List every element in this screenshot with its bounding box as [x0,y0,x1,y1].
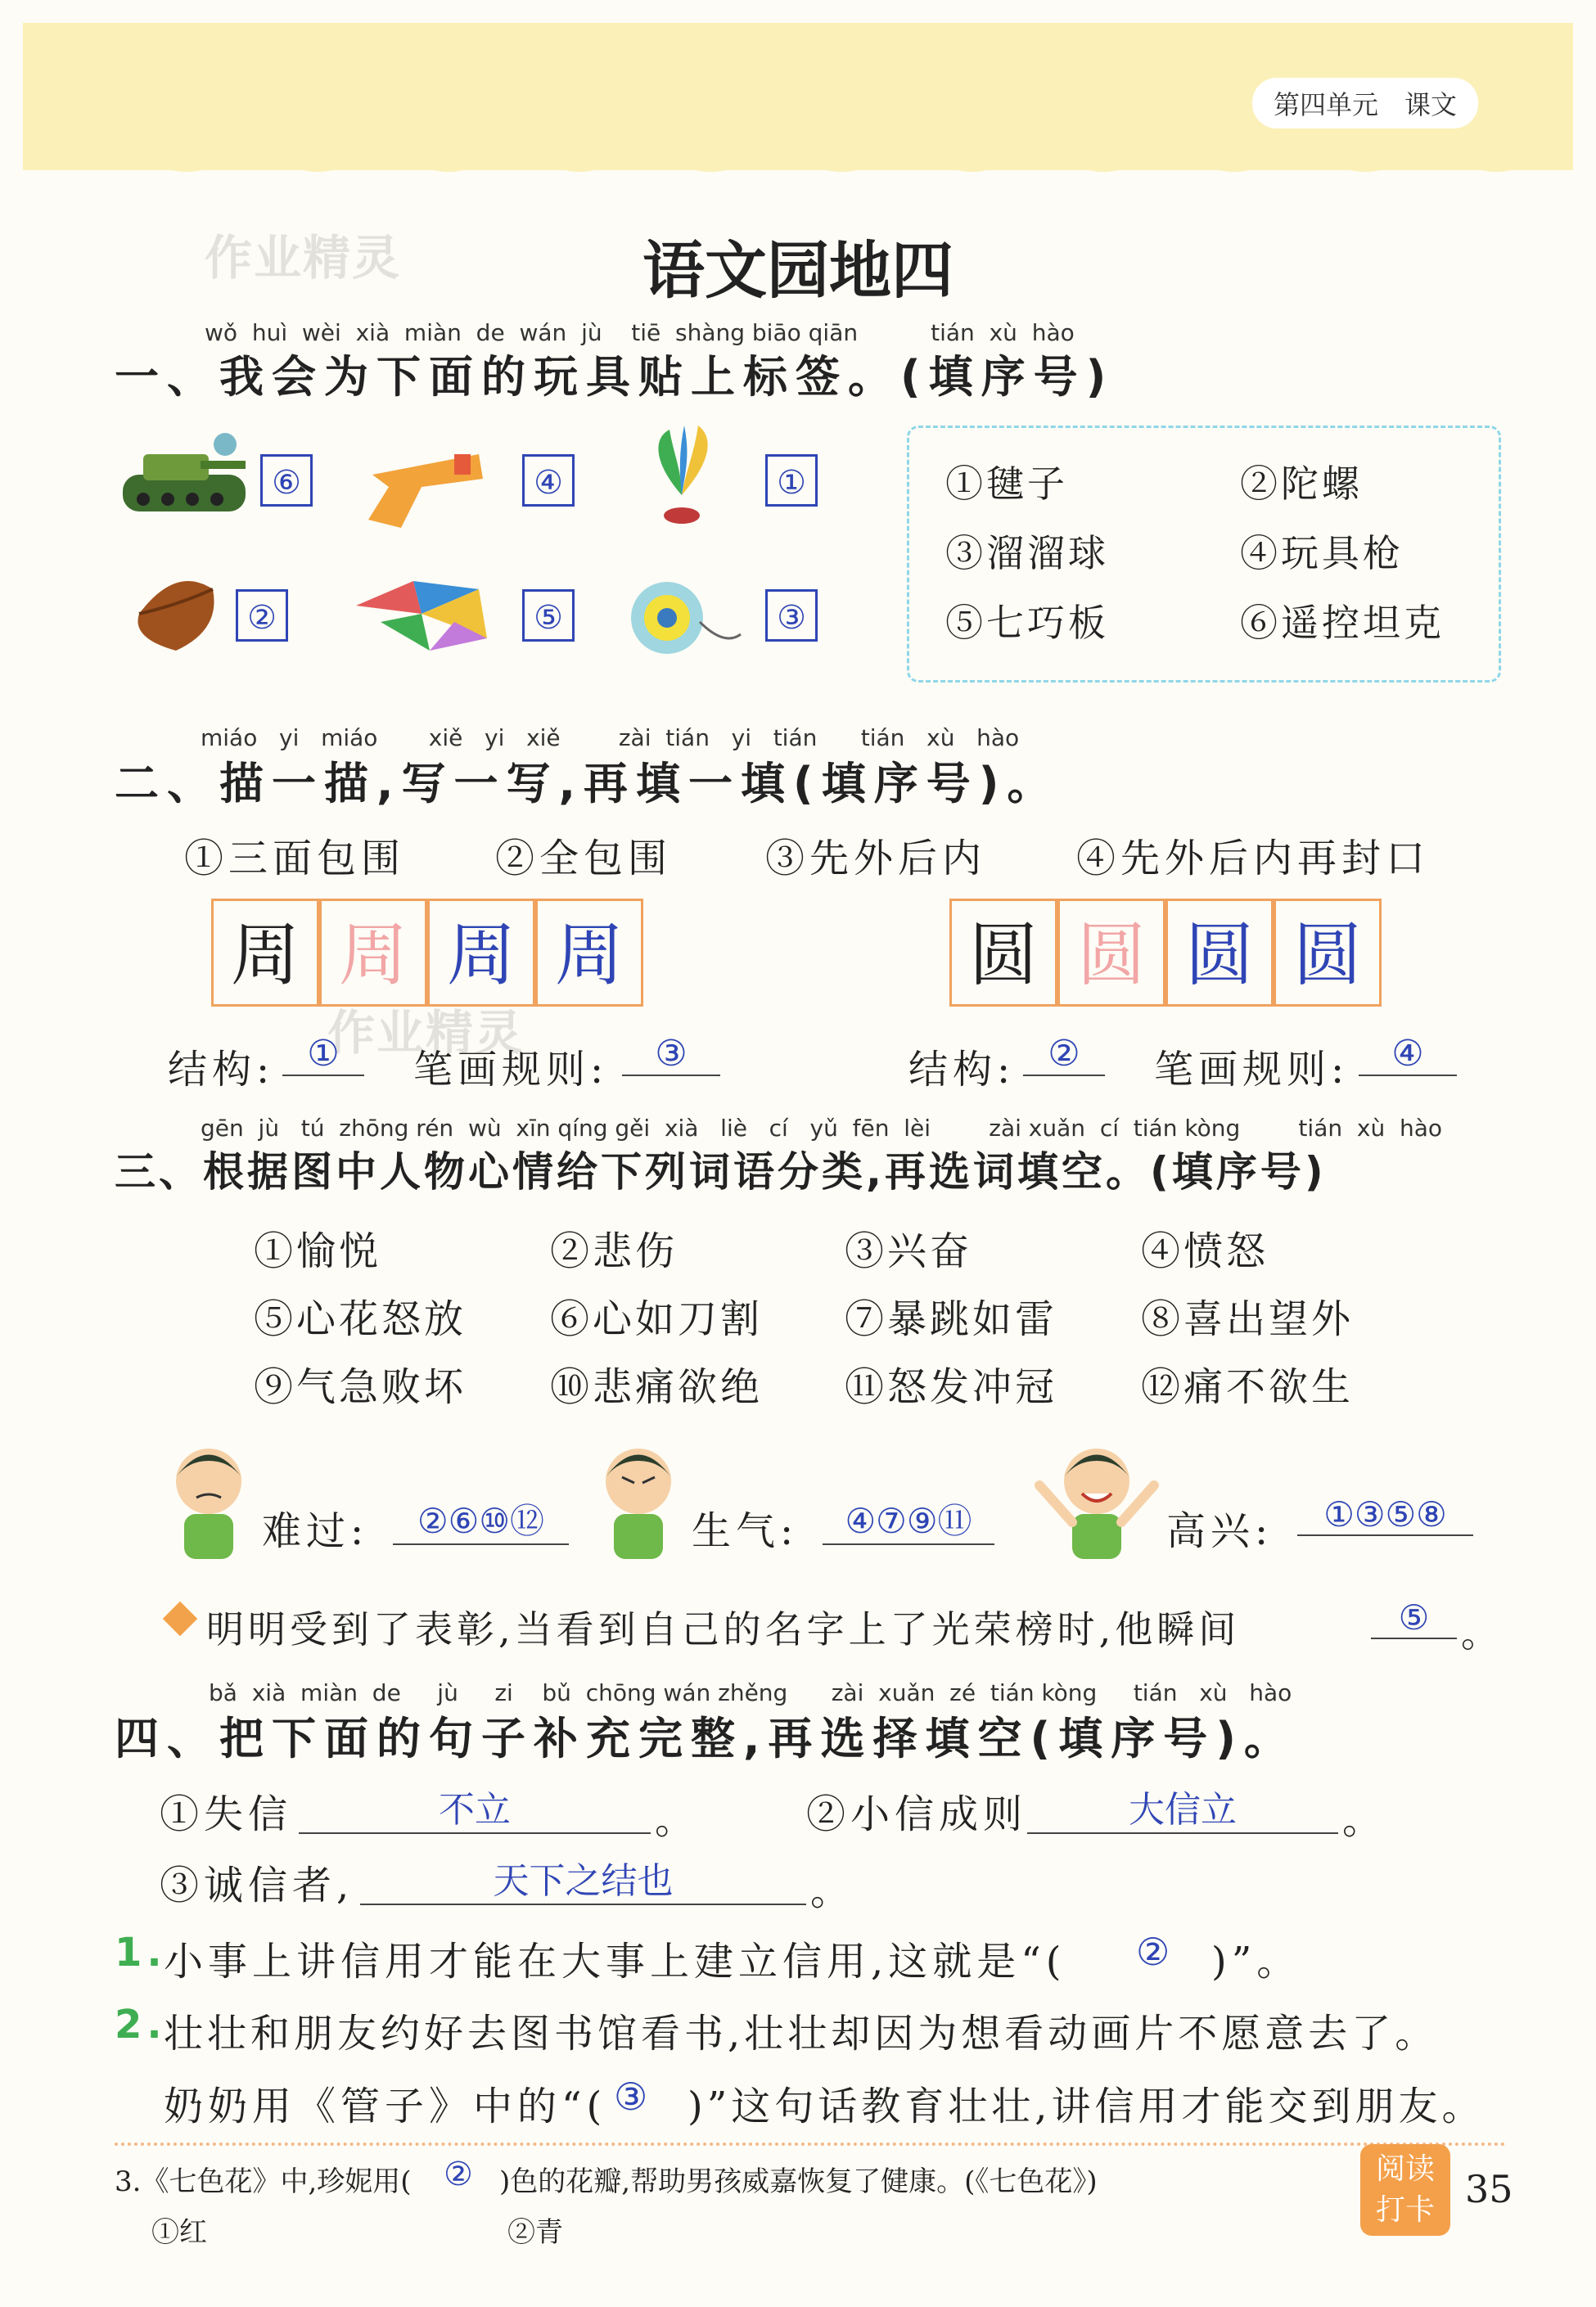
word-item: ⑩悲痛欲绝 [550,1364,764,1410]
wavy-edge [23,147,1573,188]
word-item: ⑨气急败坏 [254,1364,467,1410]
unit-tag: 第四单元 课文 [1252,78,1478,128]
s4-heading: 四、把下面的句子补充完整,再选择填空(填序号)。 [115,1713,1296,1764]
stroke-label: 笔画规则: [413,1047,609,1093]
angry-label: 生气: [692,1508,799,1554]
write-char[interactable]: 圆 [1274,899,1382,1007]
fill-sentence: 明明受到了表彰,当看到自己的名字上了光荣榜时,他瞬间 [206,1607,1241,1651]
word-item: ⑪怒发冲冠 [845,1364,1058,1410]
angry-boy-icon [593,1440,683,1563]
rule-item: ④先外后内再封口 [1076,836,1431,881]
watermark: 作业精灵 [205,230,402,286]
s2-pinyin: miáo yi miáo xiě yi xiě zài tián yi tián tián xù hào [201,724,1020,751]
legend-item: ⑤七巧板 [945,601,1109,645]
rule-item: ②全包围 [495,836,673,881]
proverb-prefix: ①失信 [160,1791,293,1837]
q2-line1: 壮壮和朋友约好去图书馆看书,壮壮却因为想看动画片不愿意去了。 [164,2011,1439,2057]
rule-item: ①三面包围 [184,836,406,881]
char-grid-left [211,899,643,1007]
s3-heading: 三、根据图中人物心情给下列词语分类,再选词填空。(填序号) [115,1148,1327,1196]
word-item: ⑫痛不欲生 [1141,1364,1355,1410]
toy-answer-1[interactable]: ⑥ [260,454,313,507]
badge-line: 打卡 [1375,2193,1435,2227]
toy-answer-3[interactable]: ① [765,454,818,507]
stroke-label: 笔画规则: [1154,1047,1350,1093]
trace-char: 周 [211,899,319,1007]
watermark: 作业精灵 [327,1005,525,1061]
shuttlecock-icon [637,421,727,536]
yoyo-icon [626,573,749,663]
q2-line2b: )”这句话教育壮壮,讲信用才能交到朋友。 [688,2084,1486,2129]
q1-answer[interactable]: ② [1136,1930,1170,1974]
word-item: ④愤怒 [1141,1228,1269,1274]
char-grid-right [949,899,1382,1007]
read-checkin-badge[interactable] [1360,2144,1450,2236]
q2-answer[interactable]: ③ [614,2075,648,2119]
structure-label: 结构: [908,1047,1016,1093]
word-item: ③兴奋 [845,1228,973,1274]
q3-answer[interactable]: ② [444,2156,473,2193]
toy-answer-6[interactable]: ③ [765,589,818,642]
structure-label: 结构: [168,1047,275,1093]
legend-item: ③溜溜球 [945,531,1109,575]
remote-tank-icon [119,430,250,528]
angry-answer[interactable]: ④⑦⑨⑪ [823,1494,994,1545]
q1-number: 1. [115,1930,167,1976]
q2-number: 2. [115,2002,167,2048]
s1-pinyin: wǒ huì wèi xià miàn de wán jù tiē shàng biāo qiān tián xù hào [205,319,1075,346]
write-char[interactable]: 周 [535,899,643,1007]
trace-char: 圆 [949,899,1057,1007]
s1-heading: 一、我会为下面的玩具贴上标签。(填序号) [115,351,1115,403]
spinning-top-icon [131,573,221,655]
left-structure-answer[interactable]: ① [282,1033,364,1076]
proverb-end: 。 [810,1868,855,1914]
legend-item: ①毽子 [945,462,1068,506]
q3-text-a: 3.《七色花》中,珍妮用( [115,2165,412,2198]
sad-label: 难过: [262,1508,369,1554]
happy-boy-icon [1031,1436,1162,1567]
word-item: ⑦暴跳如雷 [845,1296,1058,1342]
q3-option: ①红 [151,2216,207,2249]
rule-item: ③先外后内 [765,836,987,881]
q3-option: ②青 [507,2216,563,2249]
footer-divider [115,2143,1506,2146]
sad-answer[interactable]: ②⑥⑩⑫ [393,1494,569,1545]
q1-text: 小事上讲信用才能在大事上建立信用,这就是“( [164,1939,1066,1985]
s4-pinyin: bǎ xià miàn de jù zi bǔ chōng wán zhěng zài xuǎn zé tián kòng tián xù hào [209,1679,1292,1706]
word-item: ⑥心如刀割 [550,1296,764,1342]
proverb-answer[interactable]: 不立 [299,1780,651,1834]
page-number: 35 [1465,2167,1513,2211]
word-item: ⑧喜出望外 [1141,1296,1355,1342]
proverb-end: 。 [655,1797,700,1843]
sad-boy-icon [164,1440,254,1563]
proverb-answer[interactable]: 天下之结也 [360,1851,806,1905]
trace-char[interactable]: 周 [319,899,427,1007]
write-char[interactable]: 圆 [1165,899,1274,1007]
legend-item: ②陀螺 [1240,462,1363,506]
toy-gun-icon [356,438,487,532]
toy-answer-5[interactable]: ⑤ [522,589,575,642]
toy-answer-2[interactable]: ④ [522,454,575,507]
toy-answer-4[interactable]: ② [236,589,288,642]
q1-end: )”。 [1211,1939,1301,1985]
proverb-prefix: ②小信成则 [806,1791,1028,1837]
s2-heading: 二、描一描,写一写,再填一填(填序号)。 [115,758,1060,809]
proverb-prefix: ③诚信者, [160,1863,354,1908]
write-char[interactable]: 周 [427,899,535,1007]
word-item: ⑤心花怒放 [254,1296,467,1342]
word-item: ①愉悦 [254,1228,382,1274]
sentence-end: 。 [1461,1611,1504,1656]
legend-item: ④玩具枪 [1240,531,1404,575]
s3-pinyin: gēn jù tú zhōng rén wù xīn qíng gěi xià liè cí yǔ fēn lèi zài xuǎn cí tián kòng tián xù hào [201,1115,1443,1142]
happy-answer[interactable]: ①③⑤⑧ [1297,1494,1473,1536]
left-stroke-answer[interactable]: ③ [622,1033,720,1076]
sentence-answer[interactable]: ⑤ [1371,1597,1457,1639]
diamond-bullet-icon [163,1602,197,1636]
q3-text-b: )色的花瓣,帮助男孩威嘉恢复了健康。(《七色花》) [499,2165,1098,2198]
right-stroke-answer[interactable]: ④ [1359,1033,1457,1076]
proverb-end: 。 [1342,1797,1387,1843]
proverb-answer[interactable]: 大信立 [1027,1780,1338,1834]
badge-line: 阅读 [1375,2152,1435,2186]
q2-line2a: 奶奶用《管子》中的“( [164,2084,607,2129]
word-item: ②悲伤 [550,1228,679,1274]
tangram-icon [348,573,495,655]
legend-item: ⑥遥控坦克 [1240,601,1445,645]
right-structure-answer[interactable]: ② [1023,1033,1105,1076]
page-title: 语文园地四 [642,234,954,307]
trace-char[interactable]: 圆 [1057,899,1165,1007]
happy-label: 高兴: [1166,1508,1274,1554]
